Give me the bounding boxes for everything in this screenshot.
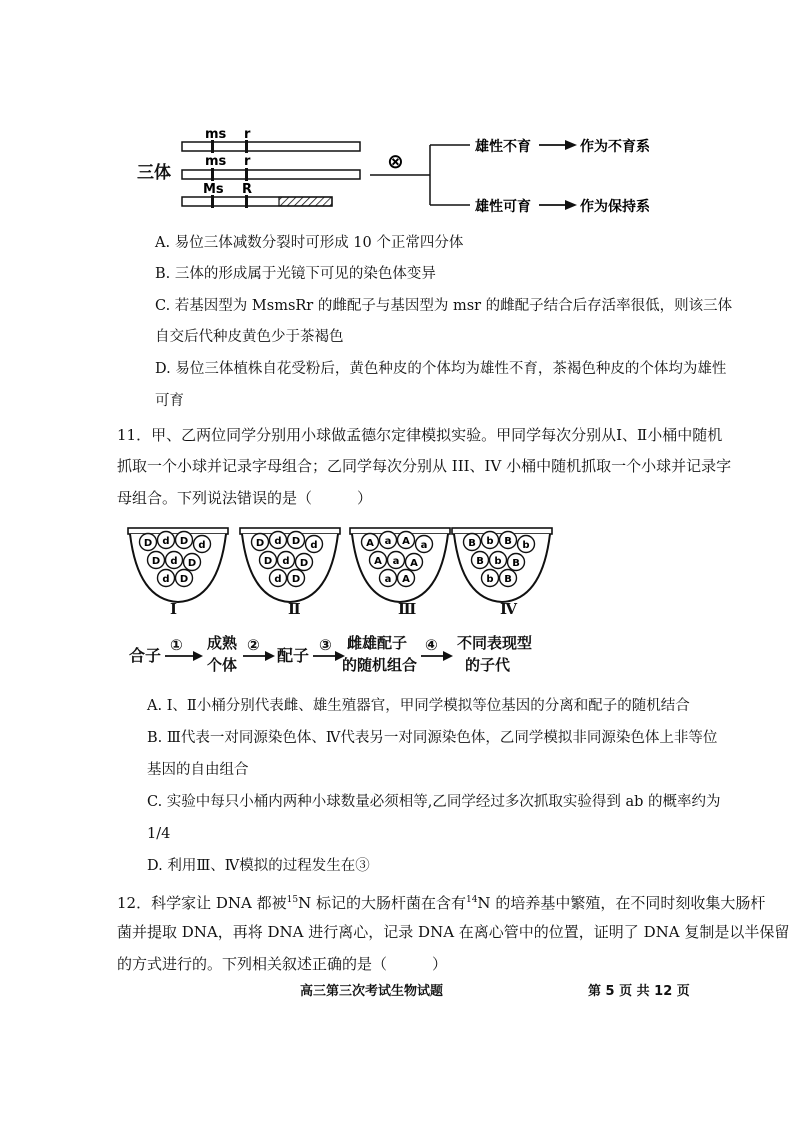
bucket-1 [128,528,228,602]
q11-option-b-cont: 基因的自由组合 [147,762,249,778]
result-maintainer-line: 作为保持系 [580,199,650,215]
ball-letter: A [366,538,374,549]
flow-gamete: 配子 [277,646,310,665]
footer-title: 高三第三次考试生物试题 [300,984,444,999]
q10-option-d: D. 易位三体植株自花受粉后，黄色种皮的个体均为雄性不育，茶褐色种皮的个体均为雄性 [155,361,727,377]
ball-letter: d [282,556,290,567]
flow-step-4: ④ [425,636,438,654]
ball-letter: B [504,574,512,585]
isotope-15-sup: 15 [286,895,299,905]
q11-stem-line3: 母组合。下列说法错误的是（ ） [117,489,373,507]
ball-letter: d [162,574,170,585]
flow-offspring-2: 的子代 [465,656,511,674]
ball-letter: B [476,556,484,567]
allele-r-1: r [244,127,251,142]
footer-page-number: 第 5 页 共 12 页 [588,984,690,999]
ball-letter: D [179,536,189,547]
ball-letter: A [402,574,410,585]
branch-sterile: 雄性不育 [475,139,531,155]
flow-random-1: 雌雄配子 [347,634,408,652]
ball-letter: d [274,536,282,547]
ball-letter: b [522,540,530,551]
flow-mature-1: 成熟 [207,634,238,652]
ball-letter: a [384,536,392,547]
ball-letter: D [151,556,161,567]
ball-letter: b [494,556,502,567]
ball-letter: D [187,558,197,569]
ball-letter: a [420,540,428,551]
ball-letter: d [170,556,178,567]
q11-stem-line1: 11．甲、乙两位同学分别用小球做孟德尔定律模拟实验。甲同学每次分别从Ⅰ、Ⅱ小桶中随机 [117,426,723,444]
q10-option-a: A. 易位三体减数分裂时可形成 10 个正常四分体 [155,235,464,251]
flow-zygote: 合子 [129,646,162,665]
ball-letter: d [162,536,170,547]
q11-stem-line2: 抓取一个小球并记录字母组合；乙同学每次分别从 III、IV 小桶中随机抓取一个小球并记录字 [117,457,732,475]
ball-letter: D [291,536,301,547]
ball-letter: B [468,538,476,549]
bucket-2 [240,528,340,602]
ball-letter: D [263,556,273,567]
ball-letter: A [374,556,382,567]
isotope-14-sup: 14 [465,895,478,905]
triploid-diagram [125,120,685,220]
chromosome-2 [182,170,360,179]
bucket-label-2: Ⅱ [288,600,301,618]
flow-mature-2: 个体 [207,656,238,674]
ball-letter: d [310,540,318,551]
self-cross-symbol: ⊗ [387,149,404,173]
ball-letter: D [299,558,309,569]
flow-random-2: 的随机组合 [342,656,418,674]
ball-letter: D [255,538,265,549]
flow-step-2: ② [247,636,260,654]
q11-option-a: A. Ⅰ、Ⅱ小桶分别代表雌、雄生殖器官，甲同学模拟等位基因的分离和配子的随机结合 [147,698,690,714]
ball-letter: B [512,558,520,569]
bucket-label-3: Ⅲ [398,600,417,618]
ball-letter: D [143,538,153,549]
ball-letter: a [384,574,392,585]
ball-letter: B [504,536,512,547]
ball-letter: a [392,556,400,567]
q12-stem-line3: 的方式进行的。下列相关叙述正确的是（ ） [117,955,448,973]
ball-letter: A [410,558,418,569]
q10-option-d-cont: 可育 [155,393,184,409]
q10-option-b: B. 三体的形成属于光镜下可见的染色体变异 [155,266,436,282]
bucket-4 [452,528,552,602]
allele-Ms-3: Ms [203,182,224,197]
ball-letter: d [198,540,206,551]
bucket-3 [350,528,450,602]
flow-step-1: ① [170,636,183,654]
allele-ms-2: ms [205,154,227,169]
allele-ms-1: ms [205,127,227,142]
q12-stem-line2: 菌并提取 DNA，再将 DNA 进行离心，记录 DNA 在离心管中的位置，证明了 DNA 复制是以半保留 [117,923,790,941]
result-sterile-line: 作为不育系 [580,139,650,155]
ball-letter: D [291,574,301,585]
chromosome-1 [182,142,360,151]
flow-step-3: ③ [319,636,332,654]
branch-fertile: 雄性可育 [475,199,531,215]
allele-R-3: R [242,182,253,197]
q10-option-c: C. 若基因型为 MsmsRr 的雌配子与基因型为 msr 的雌配子结合后存活率很低，则该三体 [155,298,733,314]
q11-option-d: D. 利用Ⅲ、Ⅳ模拟的过程发生在③ [147,858,370,874]
allele-r-2: r [244,154,251,169]
q12-stem-line1: 12．科学家让 DNA 都被$^{15}$N 标记的大肠杆菌在含有$^{14}$N 的培养基中繁殖，在不同时刻收集大肠杆 [117,894,766,912]
ball-letter: D [179,574,189,585]
bucket-label-1: Ⅰ [170,600,178,618]
life-cycle-flow [125,628,685,678]
q10-option-c-cont: 自交后代种皮黄色少于茶褐色 [155,329,344,345]
q11-option-c: C. 实验中每只小桶内两种小球数量必须相等,乙同学经过多次抓取实验得到 ab 的概率约为 [147,794,721,810]
ball-letter: d [274,574,282,585]
triploid-label: 三体 [137,163,171,183]
ball-letter: b [486,574,494,585]
bucket-label-4: Ⅳ [500,600,518,618]
q11-option-c-cont: 1/4 [147,826,171,842]
ball-letter: b [486,536,494,547]
flow-offspring-1: 不同表现型 [457,634,533,652]
q11-option-b: B. Ⅲ代表一对同源染色体、Ⅳ代表另一对同源染色体，乙同学模拟非同源染色体上非等位 [147,730,718,746]
ball-letter: A [402,536,410,547]
